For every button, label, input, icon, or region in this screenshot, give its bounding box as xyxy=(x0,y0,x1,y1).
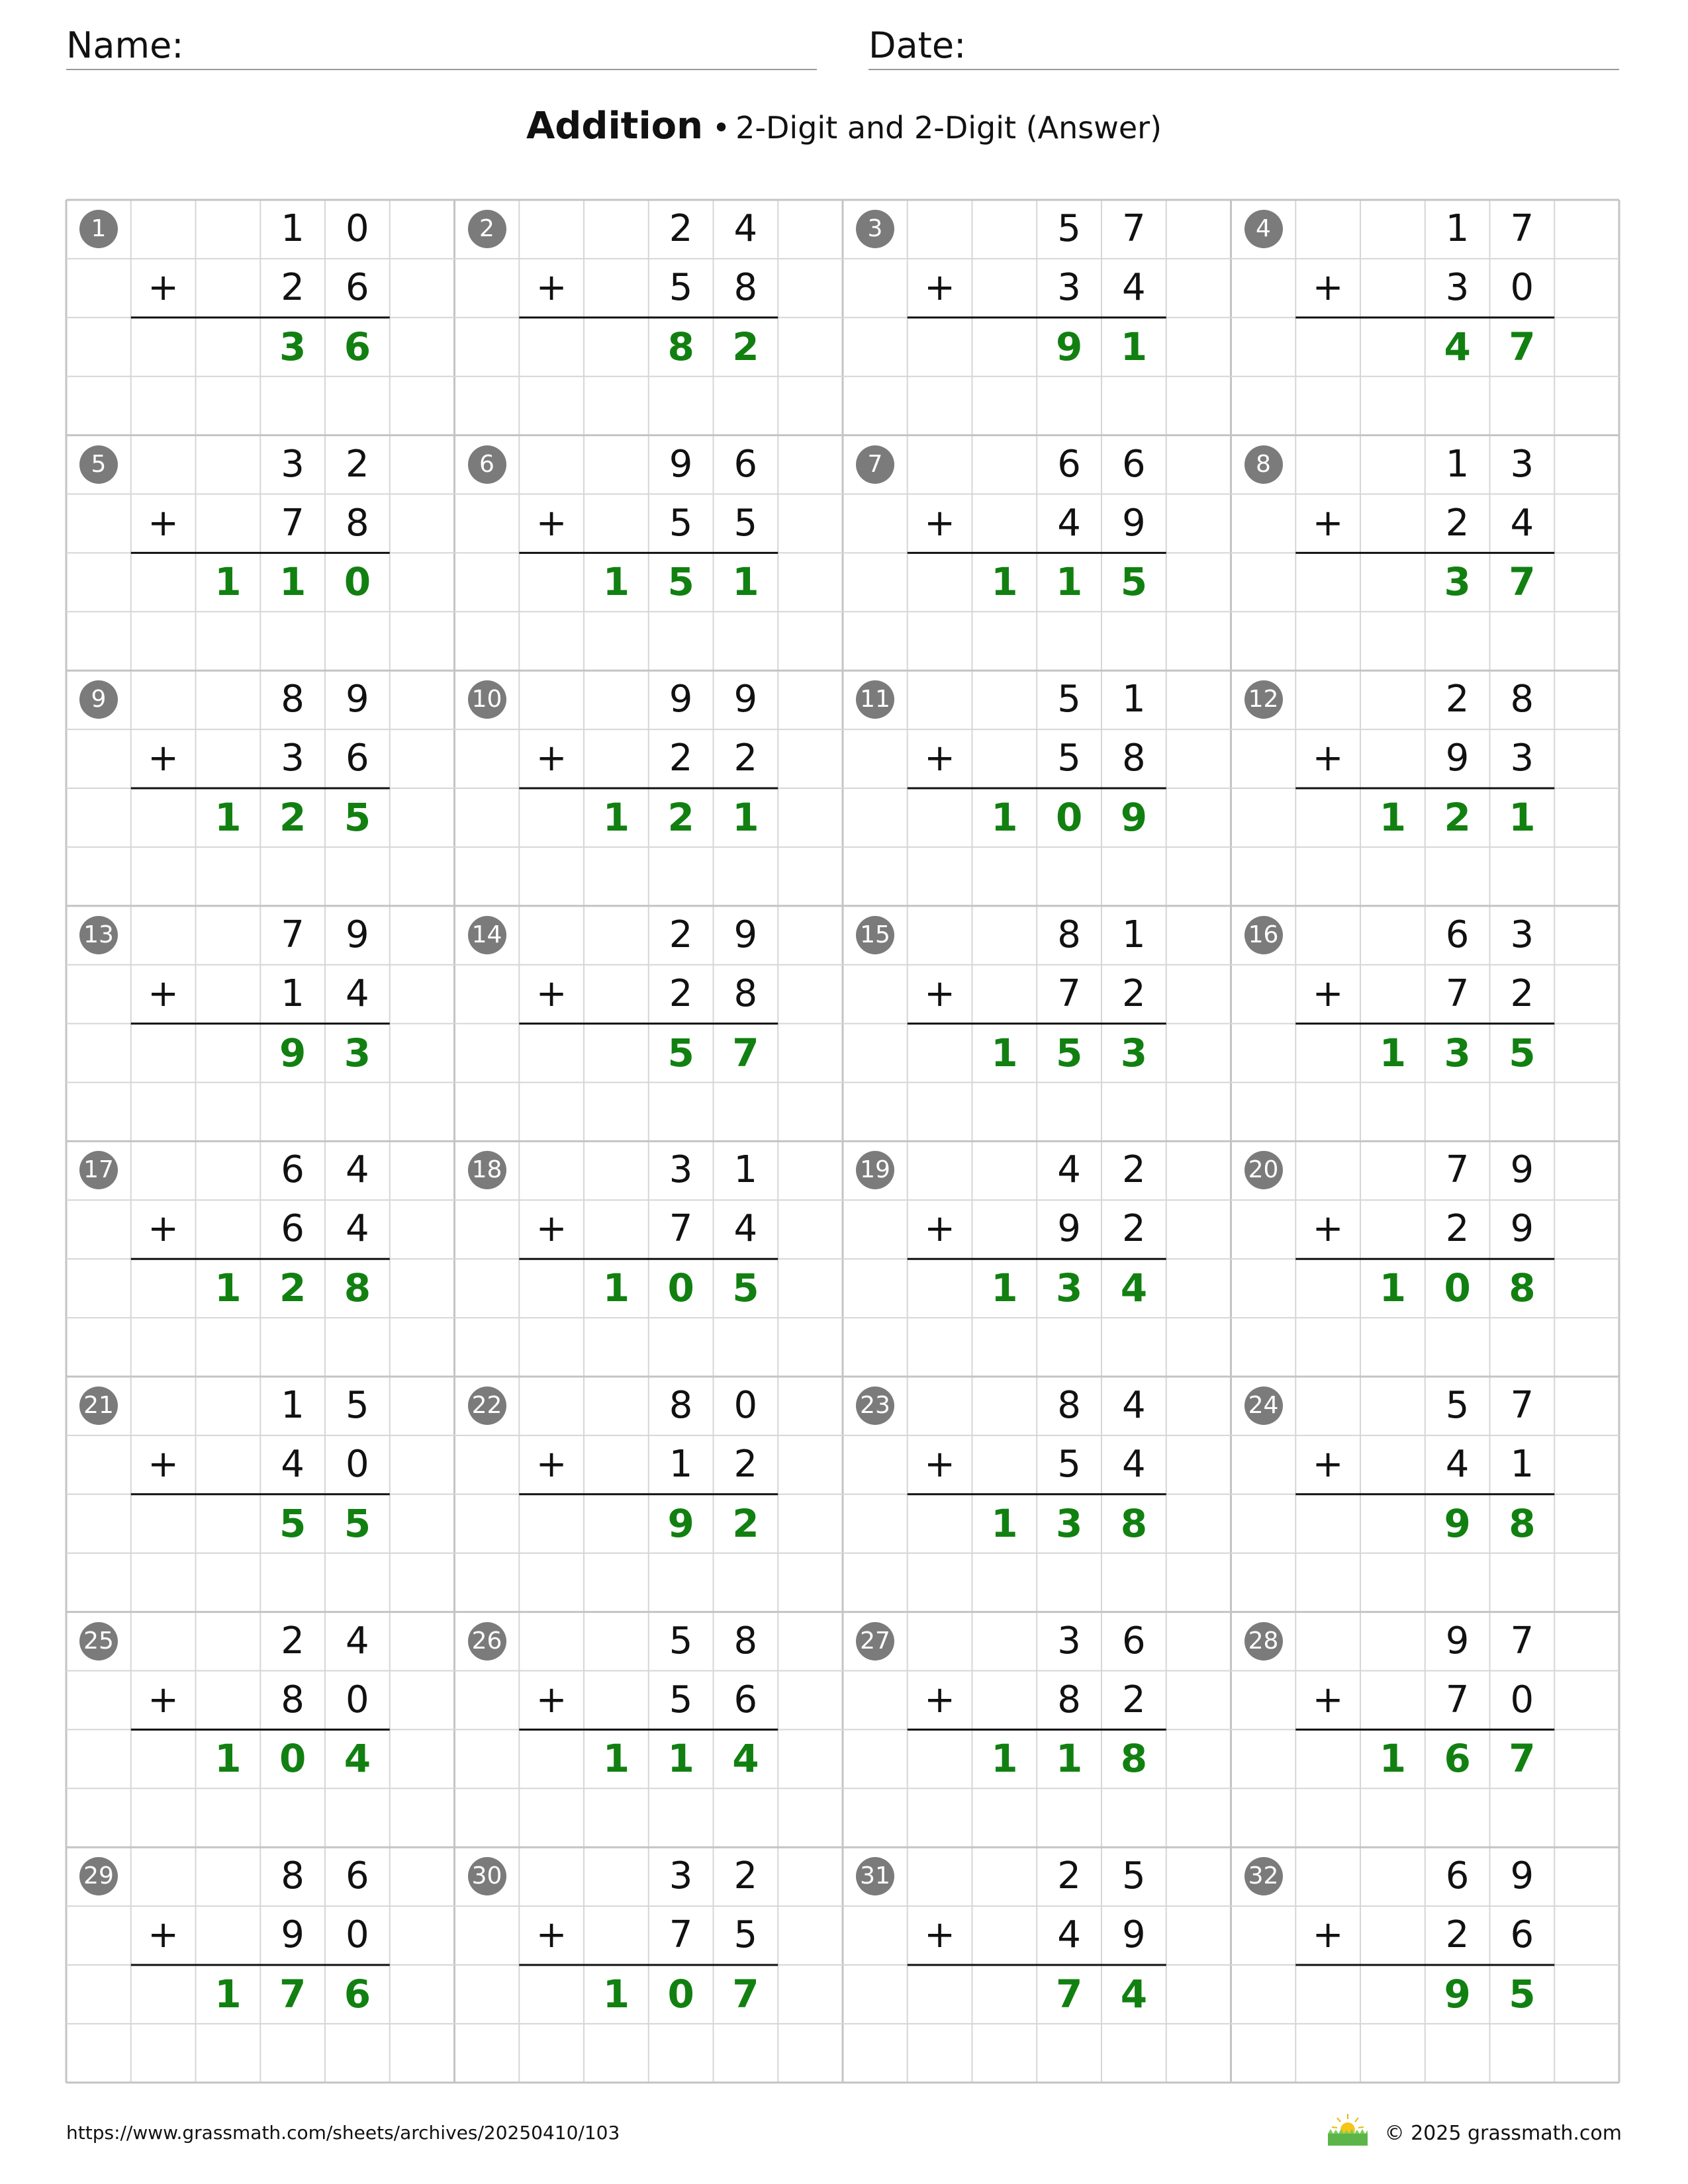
answer-digit: 1 xyxy=(991,1030,1018,1075)
answer-digit: 1 xyxy=(602,795,630,840)
answer-digit: 7 xyxy=(1509,1736,1536,1782)
grass-sun-logo xyxy=(1324,2111,1372,2148)
addend-bottom-digit: 5 xyxy=(733,501,758,545)
addend-top-digit: 1 xyxy=(1122,678,1146,721)
addend-top-digit: 1 xyxy=(281,207,305,250)
addend-bottom-digit: 0 xyxy=(1510,265,1534,309)
problem-number-badge: 13 xyxy=(79,916,118,954)
addend-bottom-digit: 4 xyxy=(1057,1913,1081,1957)
answer-digit: 8 xyxy=(1509,1265,1536,1311)
addend-top-digit: 2 xyxy=(669,913,693,956)
answer-digit: 1 xyxy=(1055,559,1083,605)
answer-digit: 5 xyxy=(667,559,694,605)
plus-sign: + xyxy=(536,1442,567,1486)
addend-top-digit: 8 xyxy=(733,1619,758,1662)
addend-top-digit: 2 xyxy=(281,1619,305,1662)
addend-bottom-digit: 8 xyxy=(346,501,369,545)
plus-sign: + xyxy=(536,1207,567,1251)
addend-top-digit: 4 xyxy=(733,207,758,250)
answer-digit: 1 xyxy=(214,559,242,605)
answer-digit: 7 xyxy=(279,1972,306,2017)
addend-bottom-digit: 4 xyxy=(1122,1442,1146,1486)
addend-top-digit: 5 xyxy=(1057,678,1081,721)
addend-bottom-digit: 1 xyxy=(281,972,305,1015)
addend-bottom-digit: 4 xyxy=(733,1207,758,1251)
problem-number-badge: 31 xyxy=(856,1857,894,1895)
addend-top-digit: 1 xyxy=(733,1148,758,1192)
answer-digit: 0 xyxy=(667,1972,694,2017)
answer-digit: 7 xyxy=(1055,1972,1083,2017)
plus-sign: + xyxy=(536,501,567,545)
plus-sign: + xyxy=(1312,1913,1344,1957)
answer-digit: 4 xyxy=(1120,1972,1148,2017)
addend-top-digit: 6 xyxy=(281,1148,305,1192)
addend-bottom-digit: 7 xyxy=(669,1913,693,1957)
addend-top-digit: 0 xyxy=(346,207,369,250)
problem-number-badge: 20 xyxy=(1244,1151,1283,1189)
plus-sign: + xyxy=(924,265,956,309)
problem-number-badge: 28 xyxy=(1244,1622,1283,1661)
answer-digit: 1 xyxy=(214,795,242,840)
plus-sign: + xyxy=(536,972,567,1015)
answer-digit: 1 xyxy=(1055,1736,1083,1782)
answer-digit: 9 xyxy=(1444,1972,1471,2017)
answer-digit: 6 xyxy=(344,324,371,369)
addend-bottom-digit: 9 xyxy=(281,1913,305,1957)
addend-bottom-digit: 4 xyxy=(346,972,369,1015)
addend-bottom-digit: 6 xyxy=(733,1678,758,1721)
addend-top-digit: 5 xyxy=(1057,207,1081,250)
addend-top-digit: 8 xyxy=(1057,1384,1081,1427)
answer-digit: 4 xyxy=(1444,324,1471,369)
addend-top-digit: 8 xyxy=(281,1854,305,1898)
addend-top-digit: 5 xyxy=(1122,1854,1146,1898)
addend-top-digit: 6 xyxy=(733,442,758,486)
addend-bottom-digit: 8 xyxy=(1057,1678,1081,1721)
addend-top-digit: 1 xyxy=(1445,207,1470,250)
answer-digit: 9 xyxy=(1120,795,1148,840)
answer-digit: 0 xyxy=(344,559,371,605)
problem-number-badge: 8 xyxy=(1244,445,1283,484)
problem-number-badge: 25 xyxy=(79,1622,118,1661)
answer-digit: 3 xyxy=(344,1030,371,1075)
answer-digit: 0 xyxy=(667,1265,694,1311)
addend-top-digit: 6 xyxy=(346,1854,369,1898)
answer-digit: 1 xyxy=(602,1265,630,1311)
addend-bottom-digit: 4 xyxy=(1057,501,1081,545)
plus-sign: + xyxy=(148,501,179,545)
addend-top-digit: 2 xyxy=(1445,678,1470,721)
problem-number-badge: 24 xyxy=(1244,1387,1283,1425)
answer-digit: 0 xyxy=(1055,795,1083,840)
addend-top-digit: 8 xyxy=(669,1384,693,1427)
problem-number-badge: 7 xyxy=(856,445,894,484)
addend-bottom-digit: 0 xyxy=(346,1913,369,1957)
addend-top-digit: 1 xyxy=(281,1384,305,1427)
addend-top-digit: 5 xyxy=(346,1384,369,1427)
addend-bottom-digit: 2 xyxy=(1510,972,1534,1015)
addend-top-digit: 2 xyxy=(1057,1854,1081,1898)
addend-bottom-digit: 9 xyxy=(1057,1207,1081,1251)
addend-top-digit: 2 xyxy=(733,1854,758,1898)
addend-bottom-digit: 5 xyxy=(669,1678,693,1721)
addend-top-digit: 2 xyxy=(1122,1148,1146,1192)
addend-bottom-digit: 4 xyxy=(1122,265,1146,309)
answer-digit: 1 xyxy=(214,1265,242,1311)
answer-digit: 5 xyxy=(344,795,371,840)
addend-bottom-digit: 4 xyxy=(1510,501,1534,545)
plus-sign: + xyxy=(924,1678,956,1721)
addend-bottom-digit: 3 xyxy=(1445,265,1470,309)
problem-number-badge: 32 xyxy=(1244,1857,1283,1895)
addend-bottom-digit: 6 xyxy=(1510,1913,1534,1957)
answer-digit: 9 xyxy=(1055,324,1083,369)
plus-sign: + xyxy=(924,1207,956,1251)
addend-bottom-digit: 6 xyxy=(346,265,369,309)
answer-digit: 1 xyxy=(602,1736,630,1782)
addend-bottom-digit: 7 xyxy=(1445,972,1470,1015)
answer-digit: 7 xyxy=(1509,324,1536,369)
addend-bottom-digit: 7 xyxy=(281,501,305,545)
addend-bottom-digit: 2 xyxy=(669,972,693,1015)
addend-bottom-digit: 7 xyxy=(669,1207,693,1251)
date-label: Date: xyxy=(868,24,966,66)
addend-top-digit: 2 xyxy=(669,207,693,250)
addend-top-digit: 4 xyxy=(1122,1384,1146,1427)
answer-digit: 8 xyxy=(1120,1500,1148,1546)
answer-digit: 1 xyxy=(1379,1736,1407,1782)
answer-digit: 2 xyxy=(279,1265,306,1311)
answer-digit: 2 xyxy=(732,1500,759,1546)
answer-digit: 5 xyxy=(1509,1030,1536,1075)
problem-number-badge: 22 xyxy=(468,1387,506,1425)
plus-sign: + xyxy=(148,1913,179,1957)
addend-bottom-digit: 2 xyxy=(1445,1207,1470,1251)
answer-digit: 1 xyxy=(279,559,306,605)
answer-digit: 7 xyxy=(732,1972,759,2017)
plus-sign: + xyxy=(536,1678,567,1721)
answer-digit: 4 xyxy=(344,1736,371,1782)
answer-digit: 1 xyxy=(1379,1030,1407,1075)
addend-bottom-digit: 2 xyxy=(733,1442,758,1486)
addend-bottom-digit: 1 xyxy=(669,1442,693,1486)
addend-bottom-digit: 9 xyxy=(1445,737,1470,780)
plus-sign: + xyxy=(536,1913,567,1957)
problem-number-badge: 5 xyxy=(79,445,118,484)
addend-top-digit: 9 xyxy=(346,678,369,721)
answer-digit: 1 xyxy=(991,559,1018,605)
answer-digit: 2 xyxy=(667,795,694,840)
answer-digit: 1 xyxy=(214,1736,242,1782)
answer-digit: 5 xyxy=(1055,1030,1083,1075)
plus-sign: + xyxy=(924,501,956,545)
answer-digit: 2 xyxy=(1444,795,1471,840)
addend-bottom-digit: 3 xyxy=(1510,737,1534,780)
addend-top-digit: 1 xyxy=(1445,442,1470,486)
answer-digit: 3 xyxy=(1120,1030,1148,1075)
addend-top-digit: 8 xyxy=(1057,913,1081,956)
addend-top-digit: 3 xyxy=(669,1854,693,1898)
footer-copyright: © 2025 grassmath.com xyxy=(1384,2122,1622,2145)
addend-bottom-digit: 7 xyxy=(1057,972,1081,1015)
answer-digit: 5 xyxy=(732,1265,759,1311)
addend-top-digit: 9 xyxy=(669,678,693,721)
addend-top-digit: 3 xyxy=(669,1148,693,1192)
answer-digit: 6 xyxy=(344,1972,371,2017)
plus-sign: + xyxy=(924,1442,956,1486)
answer-digit: 2 xyxy=(732,324,759,369)
answer-digit: 0 xyxy=(279,1736,306,1782)
answer-digit: 1 xyxy=(602,559,630,605)
addend-bottom-digit: 5 xyxy=(1057,1442,1081,1486)
answer-digit: 5 xyxy=(279,1500,306,1546)
answer-digit: 3 xyxy=(1444,1030,1471,1075)
answer-digit: 3 xyxy=(1055,1500,1083,1546)
plus-sign: + xyxy=(1312,1442,1344,1486)
addend-top-digit: 7 xyxy=(1510,1619,1534,1662)
addend-top-digit: 6 xyxy=(1445,1854,1470,1898)
plus-sign: + xyxy=(1312,972,1344,1015)
addend-bottom-digit: 9 xyxy=(1510,1207,1534,1251)
addend-bottom-digit: 5 xyxy=(733,1913,758,1957)
answer-digit: 2 xyxy=(279,795,306,840)
addend-bottom-digit: 5 xyxy=(1057,737,1081,780)
problem-number-badge: 11 xyxy=(856,680,894,719)
addend-top-digit: 9 xyxy=(733,913,758,956)
plus-sign: + xyxy=(1312,1207,1344,1251)
addend-top-digit: 7 xyxy=(1122,207,1146,250)
answer-digit: 1 xyxy=(602,1972,630,2017)
answer-digit: 5 xyxy=(667,1030,694,1075)
addend-top-digit: 6 xyxy=(1122,442,1146,486)
addend-top-digit: 3 xyxy=(1510,442,1534,486)
addend-top-digit: 5 xyxy=(1445,1384,1470,1427)
addend-top-digit: 2 xyxy=(346,442,369,486)
answer-digit: 9 xyxy=(667,1500,694,1546)
answer-digit: 3 xyxy=(1055,1265,1083,1311)
answer-digit: 8 xyxy=(667,324,694,369)
addend-bottom-digit: 8 xyxy=(733,265,758,309)
plus-sign: + xyxy=(148,972,179,1015)
answer-digit: 1 xyxy=(991,795,1018,840)
addend-top-digit: 6 xyxy=(1122,1619,1146,1662)
problem-number-badge: 3 xyxy=(856,210,894,248)
addend-bottom-digit: 0 xyxy=(346,1442,369,1486)
addend-top-digit: 7 xyxy=(1510,207,1534,250)
plus-sign: + xyxy=(1312,1678,1344,1721)
problem-number-badge: 21 xyxy=(79,1387,118,1425)
plus-sign: + xyxy=(924,1913,956,1957)
problem-number-badge: 2 xyxy=(468,210,506,248)
addend-top-digit: 7 xyxy=(281,913,305,956)
footer-url[interactable]: https://www.grassmath.com/sheets/archives/20250410/103 xyxy=(66,2122,620,2144)
plus-sign: + xyxy=(924,737,956,780)
addend-bottom-digit: 4 xyxy=(1445,1442,1470,1486)
addend-top-digit: 4 xyxy=(346,1148,369,1192)
addend-bottom-digit: 7 xyxy=(1445,1678,1470,1721)
answer-digit: 1 xyxy=(1509,795,1536,840)
addend-bottom-digit: 4 xyxy=(281,1442,305,1486)
problem-number-badge: 29 xyxy=(79,1857,118,1895)
addend-bottom-digit: 5 xyxy=(669,501,693,545)
answer-digit: 3 xyxy=(279,324,306,369)
answer-digit: 1 xyxy=(991,1500,1018,1546)
answer-digit: 3 xyxy=(1444,559,1471,605)
addend-bottom-digit: 2 xyxy=(733,737,758,780)
problem-number-badge: 19 xyxy=(856,1151,894,1189)
problem-number-badge: 15 xyxy=(856,916,894,954)
problem-number-badge: 1 xyxy=(79,210,118,248)
plus-sign: + xyxy=(148,1207,179,1251)
addend-top-digit: 7 xyxy=(1510,1384,1534,1427)
addend-bottom-digit: 3 xyxy=(281,737,305,780)
answer-digit: 5 xyxy=(1509,1972,1536,2017)
answer-digit: 9 xyxy=(279,1030,306,1075)
addend-bottom-digit: 1 xyxy=(1510,1442,1534,1486)
problem-number-badge: 14 xyxy=(468,916,506,954)
addend-bottom-digit: 0 xyxy=(1510,1678,1534,1721)
plus-sign: + xyxy=(1312,501,1344,545)
plus-sign: + xyxy=(1312,737,1344,780)
answer-digit: 8 xyxy=(1509,1500,1536,1546)
addend-bottom-digit: 2 xyxy=(1445,501,1470,545)
addend-bottom-digit: 9 xyxy=(1122,1913,1146,1957)
problem-number-badge: 23 xyxy=(856,1387,894,1425)
answer-digit: 1 xyxy=(667,1736,694,1782)
addend-bottom-digit: 3 xyxy=(1057,265,1081,309)
plus-sign: + xyxy=(148,265,179,309)
addend-bottom-digit: 9 xyxy=(1122,501,1146,545)
plus-sign: + xyxy=(1312,265,1344,309)
addend-top-digit: 9 xyxy=(1445,1619,1470,1662)
title-separator: • xyxy=(712,110,731,146)
addend-top-digit: 7 xyxy=(1445,1148,1470,1192)
answer-digit: 9 xyxy=(1444,1500,1471,1546)
addend-top-digit: 3 xyxy=(281,442,305,486)
addend-bottom-digit: 2 xyxy=(1122,1207,1146,1251)
answer-digit: 1 xyxy=(991,1736,1018,1782)
addend-bottom-digit: 6 xyxy=(346,737,369,780)
answer-digit: 7 xyxy=(1509,559,1536,605)
answer-digit: 5 xyxy=(1120,559,1148,605)
addend-top-digit: 1 xyxy=(1122,913,1146,956)
addend-top-digit: 8 xyxy=(1510,678,1534,721)
plus-sign: + xyxy=(924,972,956,1015)
plus-sign: + xyxy=(536,265,567,309)
addend-top-digit: 6 xyxy=(1445,913,1470,956)
addend-bottom-digit: 0 xyxy=(346,1678,369,1721)
addend-top-digit: 4 xyxy=(346,1619,369,1662)
addend-top-digit: 9 xyxy=(1510,1854,1534,1898)
addend-top-digit: 0 xyxy=(733,1384,758,1427)
addend-bottom-digit: 4 xyxy=(346,1207,369,1251)
addend-bottom-digit: 2 xyxy=(669,737,693,780)
addend-top-digit: 3 xyxy=(1057,1619,1081,1662)
answer-digit: 8 xyxy=(344,1265,371,1311)
addend-top-digit: 6 xyxy=(1057,442,1081,486)
title-sub: 2-Digit and 2-Digit (Answer) xyxy=(735,110,1162,146)
answer-digit: 4 xyxy=(1120,1265,1148,1311)
problem-number-badge: 16 xyxy=(1244,916,1283,954)
answer-digit: 6 xyxy=(1444,1736,1471,1782)
addend-top-digit: 3 xyxy=(1510,913,1534,956)
answer-digit: 0 xyxy=(1444,1265,1471,1311)
addend-bottom-digit: 2 xyxy=(1122,972,1146,1015)
problem-number-badge: 10 xyxy=(468,680,506,719)
addend-bottom-digit: 8 xyxy=(1122,737,1146,780)
addend-top-digit: 9 xyxy=(669,442,693,486)
addend-top-digit: 8 xyxy=(281,678,305,721)
problem-number-badge: 6 xyxy=(468,445,506,484)
answer-digit: 4 xyxy=(732,1736,759,1782)
answer-digit: 8 xyxy=(1120,1736,1148,1782)
title-main: Addition xyxy=(526,105,703,148)
problem-number-badge: 18 xyxy=(468,1151,506,1189)
problem-number-badge: 4 xyxy=(1244,210,1283,248)
addend-top-digit: 9 xyxy=(346,913,369,956)
problem-number-badge: 17 xyxy=(79,1151,118,1189)
addend-bottom-digit: 2 xyxy=(1445,1913,1470,1957)
addend-top-digit: 9 xyxy=(1510,1148,1534,1192)
answer-digit: 1 xyxy=(732,795,759,840)
addend-bottom-digit: 5 xyxy=(669,265,693,309)
plus-sign: + xyxy=(148,1442,179,1486)
plus-sign: + xyxy=(148,737,179,780)
name-label: Name: xyxy=(66,24,184,66)
plus-sign: + xyxy=(148,1678,179,1721)
answer-digit: 1 xyxy=(214,1972,242,2017)
addend-bottom-digit: 2 xyxy=(281,265,305,309)
answer-digit: 1 xyxy=(732,559,759,605)
addend-bottom-digit: 8 xyxy=(733,972,758,1015)
addend-bottom-digit: 8 xyxy=(281,1678,305,1721)
addend-bottom-digit: 6 xyxy=(281,1207,305,1251)
problem-number-badge: 26 xyxy=(468,1622,506,1661)
problem-number-badge: 9 xyxy=(79,680,118,719)
problem-number-badge: 30 xyxy=(468,1857,506,1895)
problem-number-badge: 12 xyxy=(1244,680,1283,719)
answer-digit: 7 xyxy=(732,1030,759,1075)
problem-number-badge: 27 xyxy=(856,1622,894,1661)
addend-bottom-digit: 2 xyxy=(1122,1678,1146,1721)
answer-digit: 1 xyxy=(991,1265,1018,1311)
answer-digit: 1 xyxy=(1379,795,1407,840)
addend-top-digit: 5 xyxy=(669,1619,693,1662)
answer-digit: 1 xyxy=(1379,1265,1407,1311)
answer-digit: 1 xyxy=(1120,324,1148,369)
addend-top-digit: 9 xyxy=(733,678,758,721)
answer-digit: 5 xyxy=(344,1500,371,1546)
addend-top-digit: 4 xyxy=(1057,1148,1081,1192)
plus-sign: + xyxy=(536,737,567,780)
